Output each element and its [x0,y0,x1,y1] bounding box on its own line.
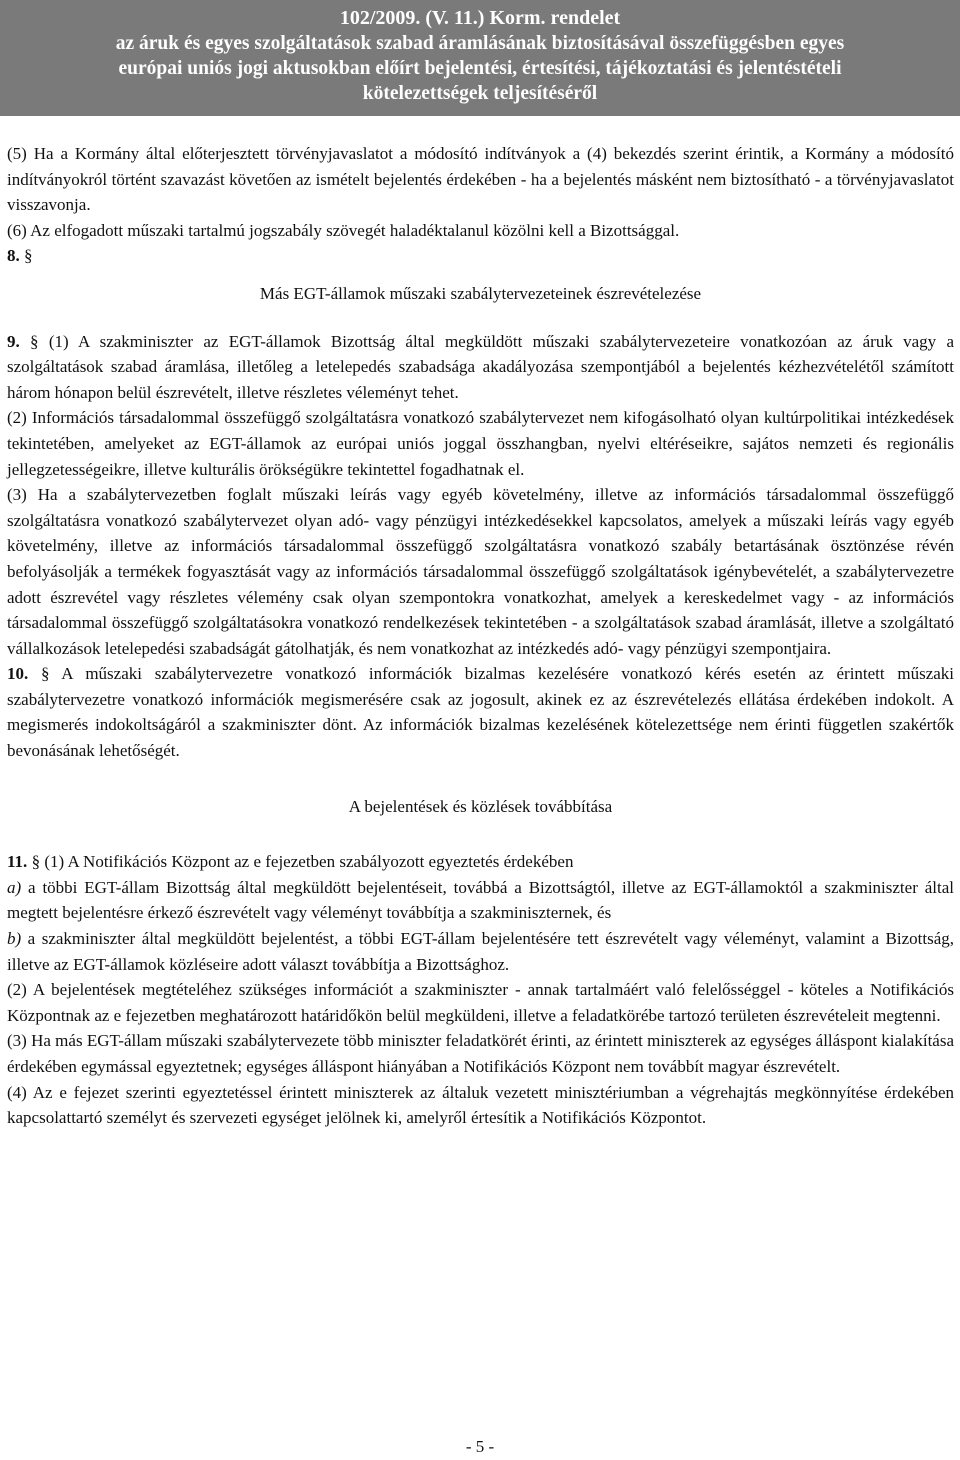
paragraph-11-1 [7,849,954,875]
paragraph-9-1 [7,329,954,406]
section-heading-2: A bejelentések és közlések továbbítása [348,796,613,816]
document-body [7,141,954,1131]
section-10-sign: § [28,664,50,684]
section-heading-1: Más EGT-államok műszaki szabálytervezeteinek észrevételezése [259,283,702,303]
paragraph-11-3: (3) Ha más EGT-állam műszaki szabálytervezete több miniszter feladatkörét érinti, az érintett miniszterek az egységes álláspont kialakítása érdekében egymással egyeztetnek; egységes álláspont hiányában a Notifikációs Központ nem továbbít magyar észrevételt. [7,1031,954,1076]
section-11-sign: § [27,852,41,872]
header-title: 102/2009. (V. 11.) Korm. rendelet [339,7,621,29]
header-subtitle-line-3: európai uniós jogi aktusokban előírt bejelentési, értesítési, tájékoztatási és jelentéstételi [118,58,842,79]
section-9-sign: § [19,331,39,351]
section-8-number: 8. [7,246,20,266]
section-9-number: 9. [7,331,20,351]
section-11-number: 11. [7,852,28,872]
paragraph-7-5: (5) Ha a Kormány által előterjesztett törvényjavaslatot a módosító indítványok a (4) bekezdés szerint érintik, a Kormány a módosító indítványokról történt szavazást követően az ismételt bejelentés érdekében - ha a bejelentés másként nem biztosítható - a törvényjavaslatot visszavonja. [7,144,954,215]
point-a-label: a) [7,877,22,897]
paragraph-10-text: A műszaki szabálytervezetre vonatkozó információk bizalmas kezelésére vonatkozó kérés esetén az érintett műszaki szabálytervezetre vonatkozó információk megismerésére csak az jogosult, akinek ez az észrevételezés ellátása érdekében indokolt. A megismerés indokoltságáról a szakminiszter dönt. Az információk bizalmas kezelésének kötelezettsége nem érinti független szakértők bevonásának lehetőségét. [7,664,955,761]
paragraph-11-1-text: (1) A Notifikációs Központ az e fejezetben szabályozott egyeztetés érdekében [40,852,574,872]
paragraph-11-2: (2) A bejelentések megtételéhez szükséges információt a szakminiszter - annak tartalmáért való felelősséggel - köteles a Notifikációs Központnak az e fejezetben meghatározott határidőkön belül megküldeni, illetve a feladatkörébe tartozó területen észrevételeit megtenni. [7,980,954,1025]
paragraph-7-6: (6) Az elfogadott műszaki tartalmú jogszabály szövegét haladéktalanul közölni kell a Bizottsággal. [7,220,680,240]
paragraph-10 [7,661,954,763]
paragraph-9-3: (3) Ha a szabálytervezetben foglalt műszaki leírás vagy egyéb követelmény, illetve az információs társadalommal összefüggő szolgáltatásra vonatkozó szabálytervezet olyan adó- vagy pénzügyi intézkedésekkel kapcsolatos, amelyek a műszaki leírás vagy egyéb követelmény, illetve az információs társadalommal összefüggő szolgáltatásra vonatkozó szabály betartásának ösztönzése révén befolyásolják a termékek fogyasztását vagy az információs társadalommal összefüggő szolgáltatások igénybevételét, a szabálytervezetre adott észrevétel vagy részletes vélemény csak olyan szempontokra vonatkozhat, amelyek a kereskedelmet vagy - az információs társadalommal összefüggő szolgáltatásokra vonatkozó rendelkezések tekintetében - a szolgáltatások szabad áramlását, illetve a szolgáltató vállalkozások letelepedési szabadságát gátolhatják, és nem vonatkozhat az intézkedés adó- vagy pénzügyi szempontjaira. [7,485,954,658]
point-a-text: a többi EGT-állam Bizottság által megküldött bejelentéseit, továbbá a Bizottságtól, illetve az EGT-államoktól a szakminiszter által megtett bejelentésre érkező észrevételt vagy véleményt továbbítja a szakminiszternek, és [7,877,954,923]
section-10-number: 10. [7,664,29,684]
document-header [0,0,960,116]
header-subtitle-line-4: kötelezettségek teljesítéséről [362,83,598,104]
page-number: - 5 - [465,1437,495,1456]
point-b-text: a szakminiszter által megküldött bejelentést, a többi EGT-állam bejelentésére tett észrevételt vagy véleményt, valamint a Bizottság, illetve az EGT-államok közléseire adott választ továbbítja a Bizottsághoz. [7,929,954,974]
paragraph-9-2: (2) Információs társadalommal összefüggő szolgáltatásra vonatkozó szabálytervezet nem kifogásolható olyan kultúrpolitikai intézkedések tekintetében, amelyeket az EGT-államok az európai uniós joggal összhangban, nyelvi eltéréseikre, sajátos nemzeti és regionális jellegzetességeikre, illetve kulturális örökségükre tekintettel fogadhatnak el. [7,408,954,479]
section-8-marker [7,243,954,269]
point-11-a [7,875,954,926]
header-subtitle-line-2: az áruk és egyes szolgáltatások szabad áramlásának biztosításával összefüggésben egyes [115,33,845,54]
paragraph-9-1-text: (1) A szakminiszter az EGT-államok Bizottság által megküldött műszaki szabálytervezeteire vonatkozóan az áruk vagy a szolgáltatások szabad áramlása, illetőleg a letelepedés szabadsága akadályozása szempontjából a bejelentés kézhezvételétől számított három hónapon belül észrevételt, illetve részletes véleményt tehet. [7,331,954,402]
paragraph-11-4: (4) Az e fejezet szerinti egyeztetéssel érintett miniszterek az általuk vezetett minisztériumban a végrehajtás megkönnyítése érdekében kapcsolattartó személyt és szervezeti egységet jelölnek ki, amelyről értesítik a Notifikációs Központot. [7,1082,954,1128]
point-b-label: b) [7,929,22,949]
section-8-sign: § [19,246,33,266]
point-11-b [7,926,954,977]
